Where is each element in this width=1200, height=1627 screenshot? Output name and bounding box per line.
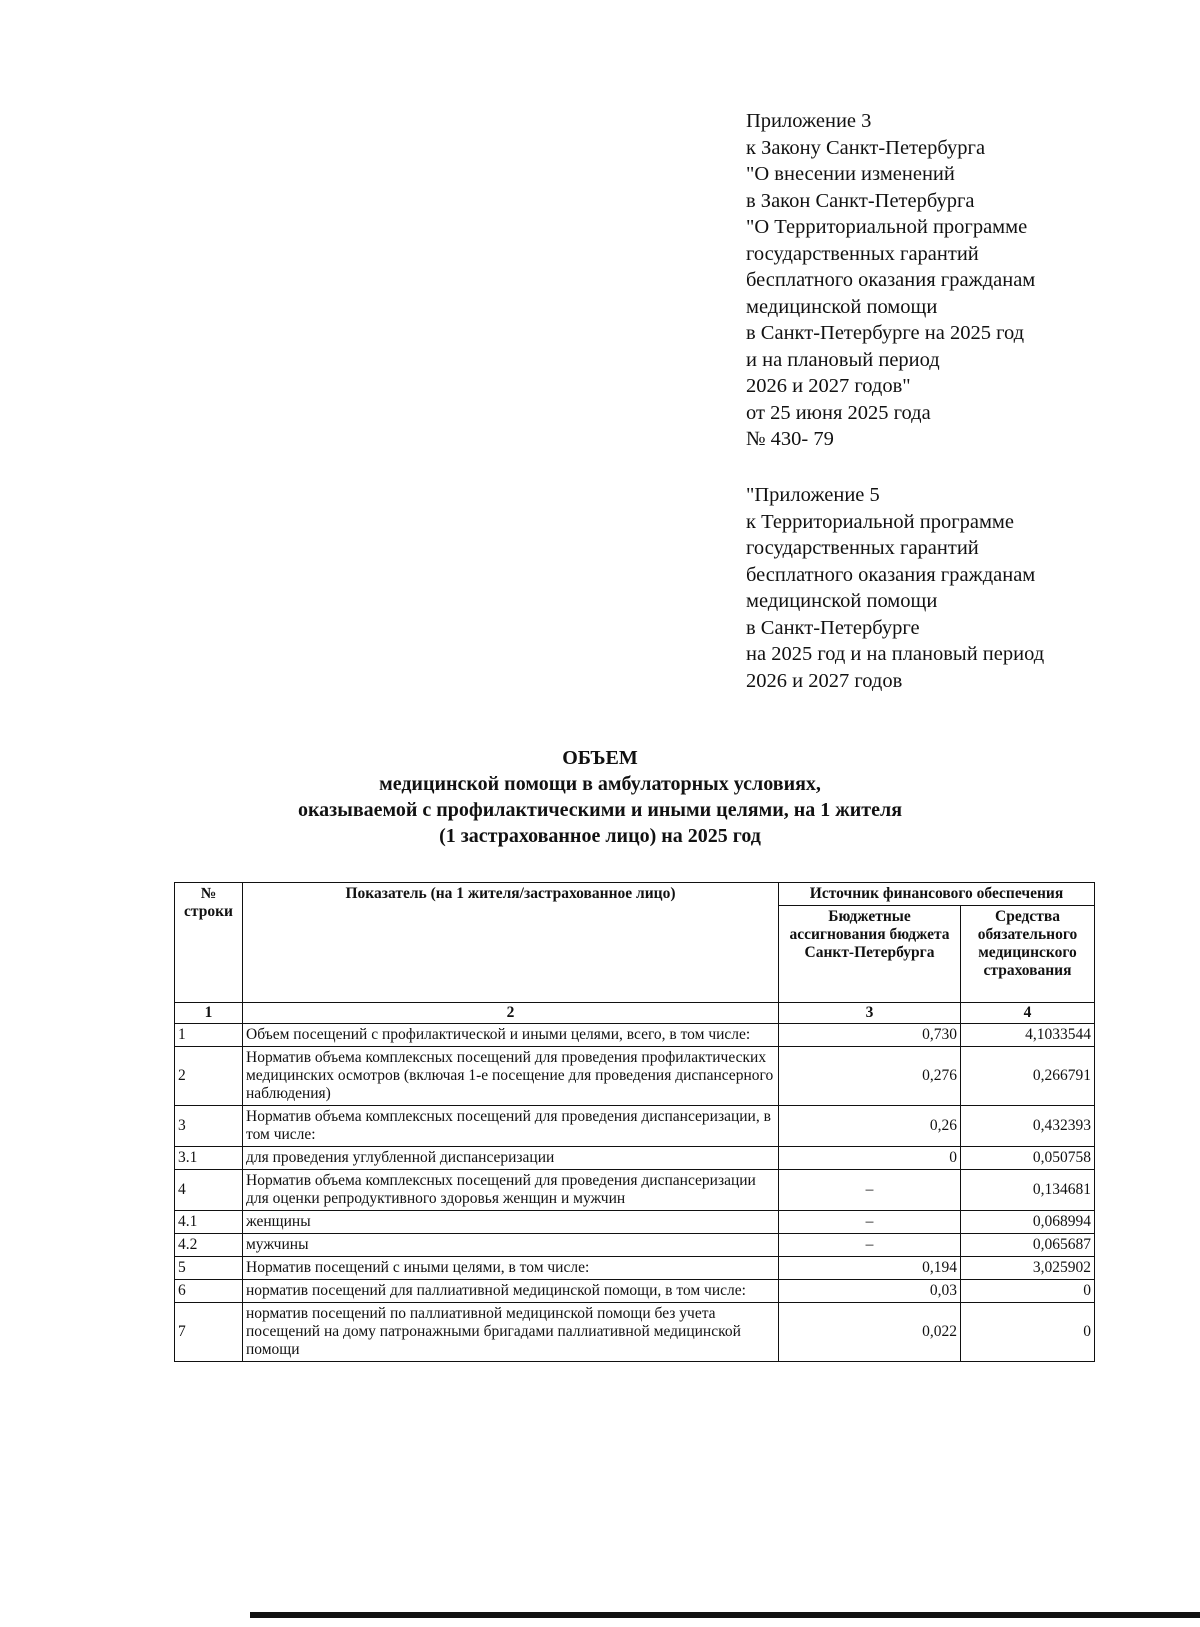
row-oms-value: 0 (961, 1280, 1095, 1303)
table-header-row (175, 883, 1095, 906)
row-oms-value: 0,432393 (961, 1106, 1095, 1147)
row-oms-value: 0,065687 (961, 1234, 1095, 1257)
appendix-line: 2026 и 2027 годов (746, 669, 903, 692)
row-budget-value: 0,276 (779, 1047, 961, 1106)
appendix-header (746, 108, 1166, 453)
column-number: 3 (779, 1003, 961, 1024)
appendix-line: "О внесении изменений (746, 163, 955, 185)
row-label: норматив посещений по паллиативной медицинской помощи без учета посещений на дому патронажными бригадами паллиативной медицинской помощи (243, 1303, 779, 1362)
appendix-line: государственных гарантий (746, 242, 979, 265)
header-indicator: Показатель (на 1 жителя/застрахованное лицо) (243, 883, 779, 1003)
appendix-line: к Территориальной программе (746, 510, 1015, 533)
volume-table (174, 882, 1095, 1362)
header-oms: Средства обязательного медицинского страхования (961, 906, 1095, 1003)
column-number: 4 (961, 1003, 1095, 1024)
header-budget: Бюджетные ассигнования бюджета Санкт-Петербурга (779, 906, 961, 1003)
appendix-line: Приложение 3 (746, 110, 872, 132)
appendix-line: "О Территориальной программе (746, 216, 1028, 238)
row-label: женщины (243, 1211, 779, 1234)
row-label: Объем посещений с профилактической и иными целями, всего, в том числе: (243, 1024, 779, 1047)
column-number: 1 (175, 1003, 243, 1024)
header-funding-source: Источник финансового обеспечения (779, 883, 1095, 906)
appendix-line: "Приложение 5 (746, 484, 880, 506)
row-number: 3 (175, 1106, 243, 1147)
row-budget-value: 0,26 (779, 1106, 961, 1147)
row-label: Норматив объема комплексных посещений для проведения диспансеризации, в том числе: (243, 1106, 779, 1147)
appendix-line: в Закон Санкт-Петербурга (746, 189, 975, 212)
table-row (175, 1106, 1095, 1147)
scan-edge-line (250, 1612, 1200, 1618)
row-label: мужчины (243, 1234, 779, 1257)
row-number: 5 (175, 1257, 243, 1280)
table-row (175, 1170, 1095, 1211)
row-budget-value: 0,03 (779, 1280, 961, 1303)
row-oms-value: 3,025902 (961, 1257, 1095, 1280)
appendix-line: бесплатного оказания гражданам (746, 563, 1036, 586)
volume-table-wrapper (174, 882, 1095, 1362)
row-oms-value: 0,134681 (961, 1170, 1095, 1211)
appendix-line: к Закону Санкт-Петербурга (746, 136, 986, 159)
row-oms-value: 0,050758 (961, 1147, 1095, 1170)
appendix-line: медицинской помощи (746, 295, 938, 318)
row-number: 2 (175, 1047, 243, 1106)
law-number: № 430- 79 (746, 428, 834, 450)
table-row (175, 1047, 1095, 1106)
appendix-line: в Санкт-Петербурге на 2025 год (746, 322, 1025, 344)
row-oms-value: 0,266791 (961, 1047, 1095, 1106)
table-row (175, 1303, 1095, 1362)
row-label: норматив посещений для паллиативной медицинской помощи, в том числе: (243, 1280, 779, 1303)
appendix-line: в Санкт-Петербурге (746, 616, 920, 639)
row-budget-value: – (779, 1170, 961, 1211)
appendix-line: медицинской помощи (746, 590, 938, 612)
title-line: медицинской помощи в амбулаторных условиях, (379, 773, 821, 795)
row-number: 6 (175, 1280, 243, 1303)
appendix-program (746, 482, 1166, 694)
row-label: Норматив посещений с иными целями, в том числе: (243, 1257, 779, 1280)
row-label: для проведения углубленной диспансеризации (243, 1147, 779, 1170)
row-budget-value: – (779, 1234, 961, 1257)
row-number: 3.1 (175, 1147, 243, 1170)
row-oms-value: 0 (961, 1303, 1095, 1362)
row-oms-value: 4,1033544 (961, 1024, 1095, 1047)
row-label: Норматив объема комплексных посещений для проведения диспансеризации для оценки репродуктивного здоровья женщин и мужчин (243, 1170, 779, 1211)
row-oms-value: 0,068994 (961, 1211, 1095, 1234)
document-title (150, 745, 1050, 849)
table-row (175, 1280, 1095, 1303)
table-row (175, 1024, 1095, 1047)
row-budget-value: – (779, 1211, 961, 1234)
title-line: (1 застрахованное лицо) на 2025 год (439, 825, 761, 847)
appendix-line: от 25 июня 2025 года (746, 401, 931, 424)
row-budget-value: 0,022 (779, 1303, 961, 1362)
row-label: Норматив объема комплексных посещений для проведения профилактических медицинских осмотров (включая 1-е посещение для проведения диспансерного наблюдения) (243, 1047, 779, 1106)
title-line: ОБЪЕМ (562, 747, 638, 769)
row-budget-value: 0 (779, 1147, 961, 1170)
appendix-line: и на плановый период (746, 348, 940, 371)
row-number: 1 (175, 1024, 243, 1047)
title-line: оказываемой с профилактическими и иными целями, на 1 жителя (297, 799, 903, 821)
row-number: 4.2 (175, 1234, 243, 1257)
appendix-line: бесплатного оказания гражданам (746, 269, 1036, 291)
table-row (175, 1147, 1095, 1170)
table-row (175, 1211, 1095, 1234)
row-budget-value: 0,730 (779, 1024, 961, 1047)
column-number-row (175, 1003, 1095, 1024)
row-number: 4.1 (175, 1211, 243, 1234)
table-row (175, 1234, 1095, 1257)
appendix-line: 2026 и 2027 годов" (746, 375, 911, 397)
table-row (175, 1257, 1095, 1280)
row-number: 7 (175, 1303, 243, 1362)
row-budget-value: 0,194 (779, 1257, 961, 1280)
appendix-line: государственных гарантий (746, 537, 979, 559)
appendix-line: на 2025 год и на плановый период (746, 643, 1045, 665)
row-number: 4 (175, 1170, 243, 1211)
column-number: 2 (243, 1003, 779, 1024)
header-row-number: № строки (175, 883, 243, 1003)
